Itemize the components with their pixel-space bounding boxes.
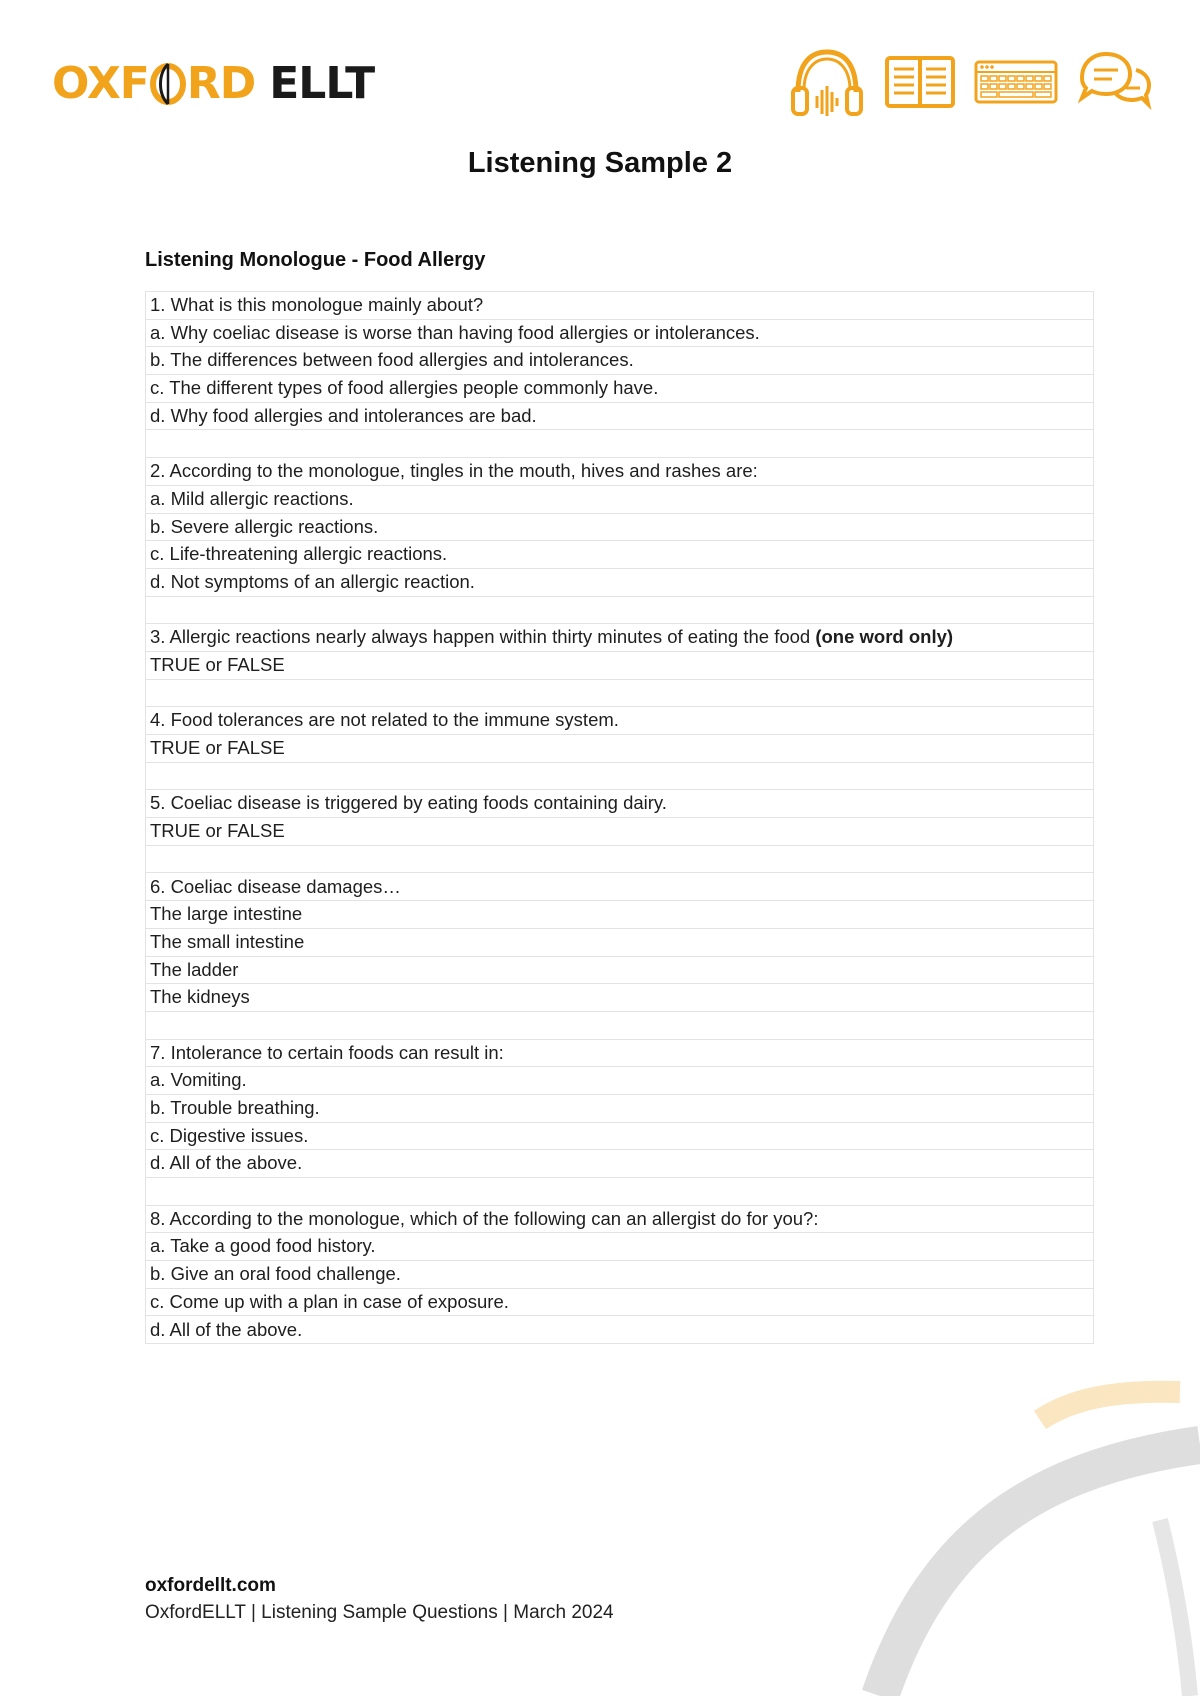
table-cell (146, 901, 1094, 929)
table-row (146, 402, 1094, 430)
oxford-ellt-logo (52, 56, 374, 112)
table-row (146, 845, 1094, 873)
table-cell (146, 984, 1094, 1012)
row-text: b. The differences between food allergies and intolerances. (150, 349, 634, 371)
table-row (146, 1011, 1094, 1039)
table-row (146, 430, 1094, 458)
table-cell (146, 818, 1094, 846)
table-row (146, 679, 1094, 707)
table-cell (146, 762, 1094, 790)
row-text: 8. According to the monologue, which of the following can an allergist do for you?: (150, 1207, 819, 1229)
table-row (146, 818, 1094, 846)
table-row (146, 873, 1094, 901)
row-text: a. Mild allergic reactions. (150, 487, 354, 509)
table-cell (146, 402, 1094, 430)
row-text: c. Come up with a plan in case of exposure. (150, 1290, 509, 1312)
table-row (146, 1205, 1094, 1233)
table-cell (146, 873, 1094, 901)
table-cell (146, 513, 1094, 541)
table-row (146, 1150, 1094, 1178)
table-row (146, 707, 1094, 735)
table-cell (146, 624, 1094, 652)
table-row (146, 319, 1094, 347)
table-row (146, 1122, 1094, 1150)
table-row (146, 984, 1094, 1012)
table-cell (146, 1233, 1094, 1261)
row-text: TRUE or FALSE (150, 737, 285, 759)
row-text: b. Severe allergic reactions. (150, 515, 379, 537)
table-cell (146, 430, 1094, 458)
table-row (146, 901, 1094, 929)
row-text: d. Not symptoms of an allergic reaction. (150, 570, 475, 592)
table-cell (146, 679, 1094, 707)
row-text: 4. Food tolerances are not related to the immune system. (150, 709, 619, 731)
table-row (146, 1261, 1094, 1289)
row-text: d. All of the above. (150, 1152, 303, 1174)
table-row (146, 485, 1094, 513)
footer-website: oxfordellt.com (145, 1575, 276, 1596)
table-row (146, 762, 1094, 790)
logo-text-oxf: OXF (52, 58, 149, 109)
table-row (146, 458, 1094, 486)
table-cell (146, 1039, 1094, 1067)
table-cell (146, 1122, 1094, 1150)
table-cell (146, 485, 1094, 513)
table-row (146, 735, 1094, 763)
footer-document-info: OxfordELLT | Listening Sample Questions | March 2024 (145, 1602, 614, 1623)
row-text: a. Why coeliac disease is worse than having food allergies or intolerances. (150, 321, 760, 343)
table-row (146, 375, 1094, 403)
headphones-icon (788, 46, 866, 118)
table-row (146, 651, 1094, 679)
table-cell (146, 790, 1094, 818)
row-text: TRUE or FALSE (150, 820, 285, 842)
table-row (146, 1233, 1094, 1261)
row-text: The large intestine (150, 903, 303, 925)
logo-text-ellt: ELLT (269, 58, 375, 109)
table-cell (146, 1150, 1094, 1178)
table-cell (146, 292, 1094, 320)
table-cell (146, 651, 1094, 679)
table-row (146, 1316, 1094, 1344)
row-text: The ladder (150, 958, 239, 980)
table-cell (146, 845, 1094, 873)
table-row (146, 1039, 1094, 1067)
table-cell (146, 319, 1094, 347)
table-row (146, 596, 1094, 624)
table-row (146, 292, 1094, 320)
row-text: 1. What is this monologue mainly about? (150, 294, 484, 316)
row-text: TRUE or FALSE (150, 654, 285, 676)
table-cell (146, 541, 1094, 569)
row-text: The small intestine (150, 930, 305, 952)
table-cell (146, 735, 1094, 763)
table-cell (146, 707, 1094, 735)
table-cell (146, 956, 1094, 984)
row-text: d. Why food allergies and intolerances are bad. (150, 404, 537, 426)
table-row (146, 1178, 1094, 1206)
skills-icons (788, 46, 1152, 118)
row-text: 6. Coeliac disease damages… (150, 875, 401, 897)
table-row (146, 624, 1094, 652)
table-cell (146, 1316, 1094, 1344)
row-text: c. Life-threatening allergic reactions. (150, 543, 448, 565)
row-text: b. Trouble breathing. (150, 1097, 320, 1119)
chat-bubbles-icon (1076, 48, 1152, 116)
logo-text-rd: RD (186, 58, 256, 109)
table-row (146, 1067, 1094, 1095)
table-cell (146, 1011, 1094, 1039)
row-text: c. Digestive issues. (150, 1124, 309, 1146)
table-cell (146, 375, 1094, 403)
question-table (145, 291, 1094, 1344)
table-cell (146, 1178, 1094, 1206)
table-row (146, 513, 1094, 541)
table-cell (146, 568, 1094, 596)
row-bold-note: (one word only) (815, 626, 954, 648)
row-text: a. Take a good food history. (150, 1235, 376, 1257)
table-row (146, 956, 1094, 984)
table-cell (146, 347, 1094, 375)
table-cell (146, 1205, 1094, 1233)
row-text: a. Vomiting. (150, 1069, 247, 1091)
book-icon (884, 54, 956, 110)
table-row (146, 790, 1094, 818)
row-text: 3. Allergic reactions nearly always happen within thirty minutes of eating the food (150, 626, 816, 648)
table-cell (146, 928, 1094, 956)
table-row (146, 1288, 1094, 1316)
keyboard-icon (974, 60, 1058, 104)
table-cell (146, 1261, 1094, 1289)
table-cell (146, 1094, 1094, 1122)
table-cell (146, 1067, 1094, 1095)
table-row (146, 347, 1094, 375)
logo-o-mark-icon (149, 62, 187, 106)
table-row (146, 928, 1094, 956)
table-row (146, 1094, 1094, 1122)
row-text: 2. According to the monologue, tingles in the mouth, hives and rashes are: (150, 460, 758, 482)
row-text: c. The different types of food allergies people commonly have. (150, 377, 659, 399)
table-cell (146, 458, 1094, 486)
row-text: d. All of the above. (150, 1318, 303, 1340)
table-cell (146, 596, 1094, 624)
page-title: Listening Sample 2 (467, 147, 733, 179)
row-text: 5. Coeliac disease is triggered by eating foods containing dairy. (150, 792, 667, 814)
row-text: b. Give an oral food challenge. (150, 1263, 401, 1285)
table-cell (146, 1288, 1094, 1316)
row-text: 7. Intolerance to certain foods can result in: (150, 1041, 504, 1063)
table-row (146, 541, 1094, 569)
table-row (146, 568, 1094, 596)
section-subtitle: Listening Monologue - Food Allergy (145, 249, 486, 271)
row-text: The kidneys (150, 986, 250, 1008)
